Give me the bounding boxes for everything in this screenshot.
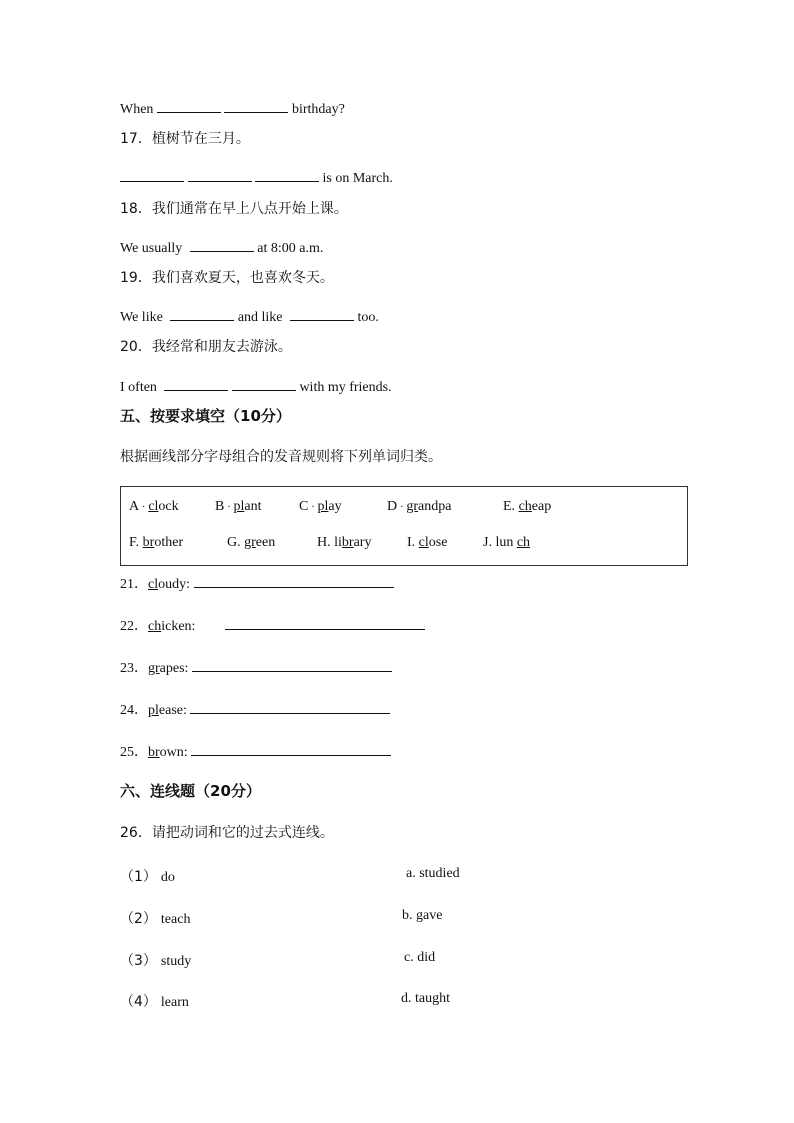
q18-number: 18． — [120, 201, 152, 217]
match-left-2[interactable] — [120, 908, 190, 928]
item-post: icken: — [161, 619, 196, 634]
item-number: 21． — [120, 577, 148, 592]
option-underlined: pl — [317, 499, 329, 514]
match-right-b[interactable]: b. gave — [402, 908, 443, 923]
item-22 — [120, 615, 425, 635]
item-number: 25． — [120, 745, 148, 760]
match-left-3[interactable] — [120, 950, 191, 970]
q20-blank-2[interactable] — [232, 376, 296, 391]
option-g — [227, 535, 275, 551]
item-21-blank[interactable] — [194, 573, 394, 588]
item-post: apes: — [159, 661, 189, 676]
q26-number: 26． — [120, 825, 152, 841]
match-word: do — [160, 870, 175, 885]
q18-answer-line — [120, 237, 323, 257]
option-post: een — [255, 535, 276, 550]
item-number: 22． — [120, 619, 148, 634]
match-left-4[interactable] — [120, 991, 189, 1011]
item-25 — [120, 741, 391, 761]
option-letter: B — [215, 499, 225, 514]
q19-number: 19． — [120, 270, 152, 286]
q18-prompt: 我们通常在早上八点开始上课。 — [151, 201, 348, 217]
match-label: （2） — [120, 911, 157, 927]
q16-blank-1[interactable] — [157, 98, 221, 113]
q16-line — [120, 98, 345, 118]
option-underlined: ch — [516, 535, 531, 550]
option-underlined: br — [142, 535, 155, 550]
q18-blank[interactable] — [190, 237, 254, 252]
item-underlined: gr — [148, 661, 160, 676]
match-label: （3） — [120, 953, 157, 969]
option-letter: G. — [227, 535, 241, 550]
q19-mid: and like — [237, 310, 283, 325]
q20-prefix: I often — [120, 380, 157, 395]
q20-tail: with my friends. — [299, 380, 392, 395]
dot-separator: · — [227, 502, 231, 513]
q20-number: 20． — [120, 339, 152, 355]
option-underlined: cl — [418, 535, 429, 550]
q19-blank-2[interactable] — [290, 306, 354, 321]
option-letter: I. — [407, 535, 416, 550]
q19-blank-1[interactable] — [170, 306, 234, 321]
item-23-blank[interactable] — [192, 657, 392, 672]
item-23 — [120, 657, 392, 677]
option-underlined: gr — [244, 535, 256, 550]
q18-tail: at 8:00 a.m. — [257, 241, 324, 256]
option-letter: F. — [129, 535, 140, 550]
match-word: learn — [160, 995, 189, 1010]
q19-tail: too. — [357, 310, 379, 325]
option-pre: lun — [495, 535, 517, 550]
option-post: ary — [353, 535, 372, 550]
item-21 — [120, 573, 394, 593]
option-letter: E. — [503, 499, 516, 514]
q17-tail: on March. — [335, 171, 393, 186]
q17-answer-line — [120, 167, 393, 187]
match-word: teach — [160, 912, 191, 927]
q18-prompt-line — [120, 198, 348, 218]
item-post: ease: — [158, 703, 187, 718]
option-letter: H. — [317, 535, 331, 550]
option-b — [215, 499, 262, 515]
q20-answer-line — [120, 376, 392, 396]
option-post: eap — [531, 499, 552, 514]
q26-prompt-line — [120, 822, 334, 842]
dot-separator: · — [311, 502, 315, 513]
option-post: ant — [244, 499, 262, 514]
option-underlined: gr — [406, 499, 418, 514]
q19-prefix: We like — [120, 310, 163, 325]
option-letter: C — [299, 499, 309, 514]
option-d — [387, 499, 451, 515]
q17-prompt: 植树节在三月。 — [151, 131, 250, 147]
match-right-c[interactable]: c. did — [404, 950, 436, 965]
option-c — [299, 499, 342, 515]
option-letter: J. — [483, 535, 492, 550]
item-underlined: br — [148, 745, 160, 760]
item-underlined: cl — [148, 577, 159, 592]
q20-prompt-line — [120, 336, 292, 356]
item-post: oudy: — [158, 577, 190, 592]
option-h — [317, 535, 371, 551]
q17-blank-1[interactable] — [120, 167, 184, 182]
item-number: 23． — [120, 661, 148, 676]
match-right-d[interactable]: d. taught — [401, 991, 450, 1006]
q20-blank-1[interactable] — [164, 376, 228, 391]
option-letter: A — [129, 499, 140, 514]
item-post: own: — [159, 745, 188, 760]
q18-prefix: We usually — [120, 241, 183, 256]
option-i — [407, 535, 447, 551]
q20-prompt: 我经常和朋友去游泳。 — [151, 339, 292, 355]
q17-blank-2[interactable] — [188, 167, 252, 182]
q16-blank-2[interactable] — [224, 98, 288, 113]
option-f — [129, 535, 183, 551]
match-word: study — [160, 954, 192, 969]
match-label: （4） — [120, 994, 157, 1010]
item-underlined: ch — [148, 619, 162, 634]
dot-separator: · — [400, 502, 404, 513]
q17-blank-3[interactable] — [255, 167, 319, 182]
option-underlined: pl — [233, 499, 245, 514]
option-post: ock — [158, 499, 179, 514]
item-24 — [120, 699, 390, 719]
item-underlined: pl — [148, 703, 159, 718]
option-underlined: cl — [148, 499, 159, 514]
match-right-a[interactable]: a. studied — [406, 866, 460, 881]
option-post: ose — [428, 535, 448, 550]
item-number: 24． — [120, 703, 148, 718]
q26-prompt: 请把动词和它的过去式连线。 — [151, 825, 334, 841]
dot-separator: · — [142, 502, 146, 513]
option-post: andpa — [417, 499, 452, 514]
q17-number: 17． — [120, 131, 152, 147]
section5-instruction: 根据画线部分字母组合的发音规则将下列单词归类。 — [120, 449, 442, 465]
option-post: other — [154, 535, 184, 550]
option-post: ay — [328, 499, 342, 514]
options-box — [120, 486, 688, 566]
match-label: （1） — [120, 869, 157, 885]
option-pre: li — [334, 535, 342, 550]
option-letter: D — [387, 499, 398, 514]
option-j — [483, 535, 530, 551]
q16-suffix: birthday? — [291, 102, 345, 117]
option-underlined: ch — [518, 499, 532, 514]
option-underlined: br — [341, 535, 354, 550]
q19-prompt-line — [120, 267, 334, 287]
option-a — [129, 499, 179, 515]
item-25-blank[interactable] — [191, 741, 391, 756]
item-24-blank[interactable] — [190, 699, 390, 714]
q19-answer-line — [120, 306, 379, 326]
match-left-1[interactable] — [120, 866, 175, 886]
q19-prompt: 我们喜欢夏天，也喜欢冬天。 — [151, 270, 334, 286]
q17-prompt-line — [120, 128, 250, 148]
item-22-blank[interactable] — [225, 615, 425, 630]
q16-prefix: When — [120, 102, 154, 117]
section5-title: 五、按要求填空（10分） — [120, 407, 291, 425]
section6-title: 六、连线题（20分） — [120, 782, 261, 800]
option-e — [503, 499, 551, 515]
q17-after: is — [322, 171, 332, 186]
